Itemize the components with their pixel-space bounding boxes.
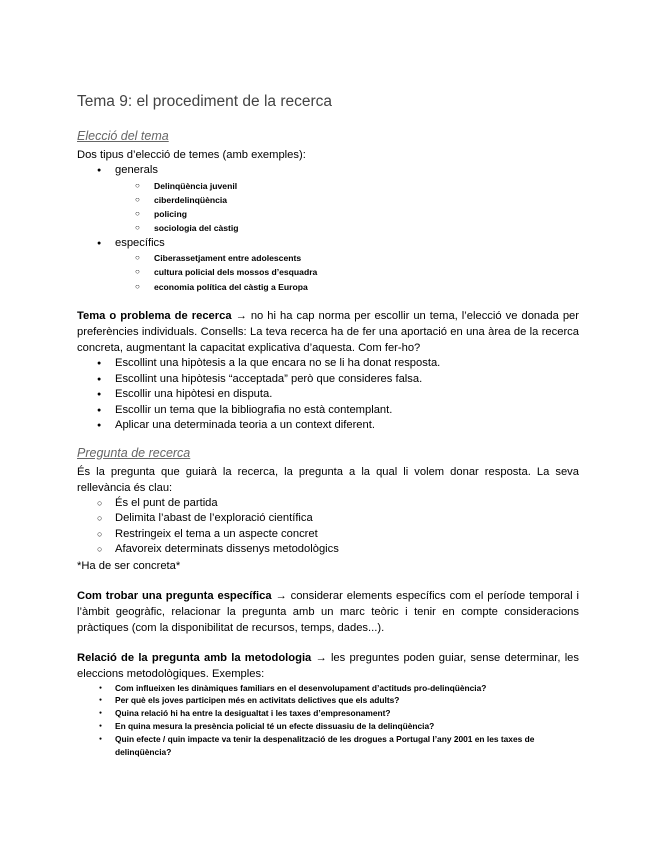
list-item: ● Aplicar una determinada teoria a un context diferent.: [77, 418, 579, 434]
section-heading-question: Pregunta de recerca: [77, 445, 191, 460]
list-item: [77, 236, 579, 252]
list-item: ● Com influeixen les dinàmiques familiars en el desenvolupament d’actituds pro-delinqüència?: [77, 682, 579, 695]
list-item: ● Escollint una hipòtesis a la que encara no se li ha donat resposta.: [77, 356, 579, 372]
general-topics-list: [77, 179, 579, 236]
topic-lead: Tema o problema de recerca: [77, 310, 232, 323]
election-groups: [77, 163, 579, 179]
list-item: ○ Delinqüència juvenil: [77, 179, 579, 193]
arrow: →: [311, 651, 331, 664]
group-label: específics: [115, 236, 165, 249]
list-item: ○ cultura policial dels mossos d’esquadra: [77, 265, 579, 279]
page-title: Tema 9: el procediment de la recerca: [77, 93, 333, 110]
list-item: ● Escollint una hipòtesis “acceptada” però que consideres falsa.: [77, 372, 579, 388]
list-item: ○ És el punt de partida: [77, 496, 579, 512]
list-item: ● Quin efecte / quin impacte va tenir la despenalització de les drogues a Portugal l’any 2001 en les taxes de delinqüència?: [77, 733, 579, 759]
arrow: →: [231, 310, 251, 323]
list-item: ○ Ciberassetjament entre adolescents: [77, 251, 579, 265]
list-item: ○ ciberdelinqüència: [77, 193, 579, 207]
question-note: *Ha de ser concreta*: [77, 559, 181, 572]
question-relevance-list: [77, 496, 579, 558]
method-lead: Relació de la pregunta amb la metodologia: [77, 651, 312, 664]
question-text: És la pregunta que guiarà la recerca, la pregunta a la qual li volem donar resposta. La seva rellevància és clau:: [77, 465, 579, 494]
document-body: [77, 128, 579, 758]
list-item: ○ policing: [77, 207, 579, 221]
list-item: ● Per què els joves participen més en activitats delictives que els adults?: [77, 694, 579, 707]
list-item: ○ Delimita l’abast de l’exploració científica: [77, 511, 579, 527]
list-item: ○ economia política del càstig a Europa: [77, 280, 579, 294]
election-groups-2: [77, 236, 579, 252]
election-intro: Dos tipus d’elecció de temes (amb exemples):: [77, 149, 306, 161]
specific-lead: Com trobar una pregunta específica: [77, 589, 272, 602]
specific-paragraph: [77, 588, 579, 636]
specific-text: considerar elements específics com el període temporal i l’àmbit geogràfic, relacionar la pregunta amb un marc teòric i tenir en compte consideracions pràctiques (com la disponibilitat de recursos, temps, dades...).: [77, 589, 579, 634]
list-item: ● En quina mesura la presència policial té un efecte dissuasiu de la delinqüència?: [77, 720, 579, 733]
topic-advice-list: [77, 356, 579, 434]
topic-text: no hi ha cap norma per escollir un tema, l’elecció ve donada per preferències individuals. Consells: La teva recerca ha de fer una aportació en una àrea de la recerca concreta, augmentant la capacitat explicativa d’aquesta. Com fer-ho?: [77, 310, 579, 355]
list-item: ○ sociologia del càstig: [77, 221, 579, 235]
list-item: ○ Restringeix el tema a un aspecte concret: [77, 527, 579, 543]
group-label: generals: [115, 164, 158, 176]
list-item: ● Escollir una hipòtesi en disputa.: [77, 387, 579, 403]
list-item: [77, 163, 579, 179]
method-paragraph: [77, 650, 579, 682]
list-item: ● Quina relació hi ha entre la desigualtat i les taxes d’empresonament?: [77, 707, 579, 720]
arrow: →: [271, 589, 291, 602]
list-item: ○ Afavoreix determinats dissenys metodològics: [77, 542, 579, 558]
topic-paragraph: [77, 308, 579, 356]
list-item: ● Escollir un tema que la bibliografia no està contemplant.: [77, 403, 579, 419]
section-heading-election: Elecció del tema: [77, 129, 169, 143]
specific-topics-list: [77, 251, 579, 294]
method-text: les preguntes poden guiar, sense determinar, les eleccions metodològiques. Exemples:: [77, 651, 579, 680]
method-examples-list: [77, 682, 579, 759]
